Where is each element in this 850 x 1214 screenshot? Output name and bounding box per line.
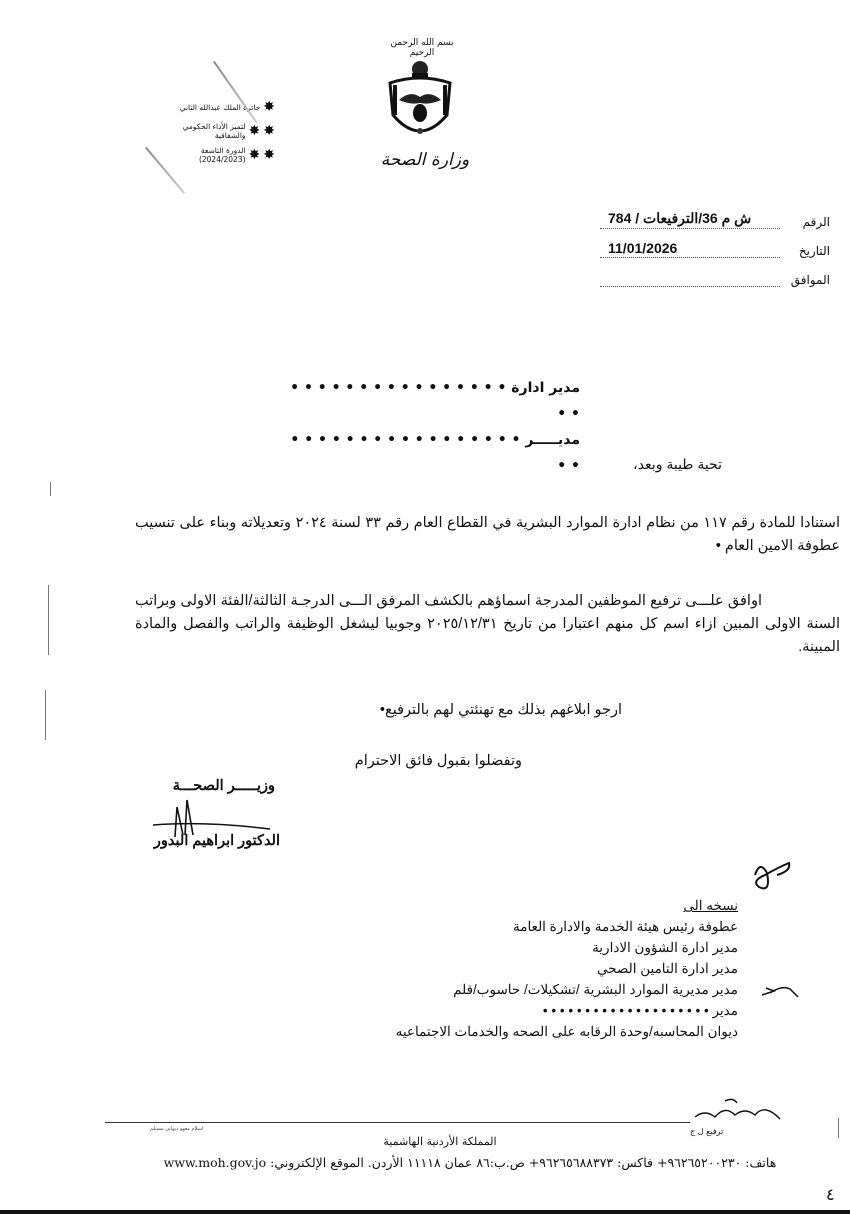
handwritten-arrow-icon <box>760 985 800 1000</box>
ministry-name: وزارة الصحة <box>380 150 470 170</box>
reference-block <box>600 200 830 287</box>
addressee-line: مديـــــر • • • • • • • • • • • • • • • • • • • <box>290 432 580 474</box>
body-paragraph: اوافق علـــى ترفيع الموظفين المدرجة اسماؤهم بالكشف المرفق الـــى الدرجـة الثالثة/الفئة الاولى وبراتب السنة الاولى المبين ازاء اسم كل منهم اعتبارا من تاريخ ٢٠٢٥/١٢/٣١ وجوبيا ليشغل الوظيفة والراتب والفصل والمادة المبينة. <box>135 593 840 655</box>
reference-date-value: 11/01/2026 <box>600 240 780 258</box>
body-paragraph: استنادا للمادة رقم ١١٧ من نظام ادارة الموارد البشرية في القطاع العام رقم ٣٣ لسنة ٢٠٢٤ وتعديلاته وبناء على تنسيب عطوفة الامين العام • <box>135 515 840 554</box>
scan-mark <box>45 690 46 740</box>
coat-of-arms-icon <box>385 55 455 150</box>
footer-divider <box>105 1122 690 1123</box>
reference-number-row <box>600 200 830 229</box>
award-text: الدورة التاسعة (2024/2023) <box>198 146 246 164</box>
footer-kingdom: المملكة الأردنية الهاشمية <box>383 1135 497 1148</box>
scan-mark <box>50 482 51 496</box>
scan-mark <box>48 585 49 655</box>
copy-recipient: عطوفة رئيس هيئة الخدمة والادارة العامة <box>512 919 738 934</box>
star-icon: ✸ <box>248 123 261 139</box>
copy-recipient: مدير ادارة الشؤون الادارية <box>592 940 738 955</box>
reference-corresponding-row <box>600 258 830 287</box>
footer-signature-icon <box>685 1095 795 1125</box>
addressees <box>280 375 580 479</box>
signatory-title: وزيـــــر الصحـــة <box>172 778 275 794</box>
copy-recipient: مدير ادارة التامين الصحي <box>596 961 738 976</box>
award-text: لتميز الأداء الحكومي والشفافية <box>182 122 246 140</box>
reference-number-value: ش م 36/الترفيعات / 784 <box>600 210 780 229</box>
copy-recipient: ديوان المحاسبه/وحدة الرقابه على الصحه والخدمات الاجتماعيه <box>395 1024 738 1039</box>
reference-date-row <box>600 229 830 258</box>
star-icon: ✸ <box>263 123 275 139</box>
scan-mark <box>838 1118 839 1138</box>
reference-corresponding-label: الموافق <box>790 273 830 287</box>
closing-line: وتفضلوا بقبول فائق الاحترام <box>354 753 522 769</box>
greeting: تحية طيبة وبعد، <box>633 456 722 472</box>
award-row <box>165 119 275 143</box>
award-row <box>165 95 275 119</box>
reference-corresponding-value <box>600 285 780 287</box>
copy-recipient: مدير مديرية الموارد البشرية /تشكيلات/ حاسوب/قلم <box>453 982 738 997</box>
addressee-line: مدير ادارة • • • • • • • • • • • • • • • • • • <box>290 380 580 422</box>
copy-recipient: مدير • • • • • • • • • • • • • • • • • • • • <box>542 1003 738 1018</box>
bismillah-text: بسم الله الرحمن الرحيم <box>390 38 454 58</box>
signatory-name: الدكتور ابراهيم البدور <box>153 833 280 849</box>
reference-number-label: الرقم <box>802 215 830 229</box>
award-row <box>165 143 275 167</box>
reference-date-label: التاريخ <box>798 244 830 258</box>
footer-contact: هاتف: ٩٦٢٦٥٢٠٠٢٣٠+ فاكس: ٩٦٢٦٥٦٨٨٣٧٣+ ص.ب:٨٦ عمان ١١١١٨ الأردن. الموقع الإلكتروني: www.moh.gov.jo <box>163 1155 777 1170</box>
body-paragraph: ارجو ابلاغهم بذلك مع تهنئتي لهم بالترفيع• <box>379 702 622 718</box>
handwritten-initial-icon <box>745 855 795 900</box>
page-mark: ٤ <box>826 1185 835 1204</box>
copies-list <box>258 895 738 1042</box>
scan-edge <box>0 1210 850 1214</box>
awards-block <box>165 95 275 167</box>
star-icon: ✸ <box>263 147 275 163</box>
footer-initials: ترفيع ل ج <box>690 1127 724 1136</box>
copies-heading: نسخه الى <box>683 898 738 913</box>
award-text: جائزة الملك عبدالله الثاني <box>179 102 261 112</box>
star-icon: ✸ <box>248 147 261 163</box>
star-icon: ✸ <box>263 99 275 115</box>
footer-note: اسلام معهو ديواني مستلم <box>150 1126 204 1132</box>
